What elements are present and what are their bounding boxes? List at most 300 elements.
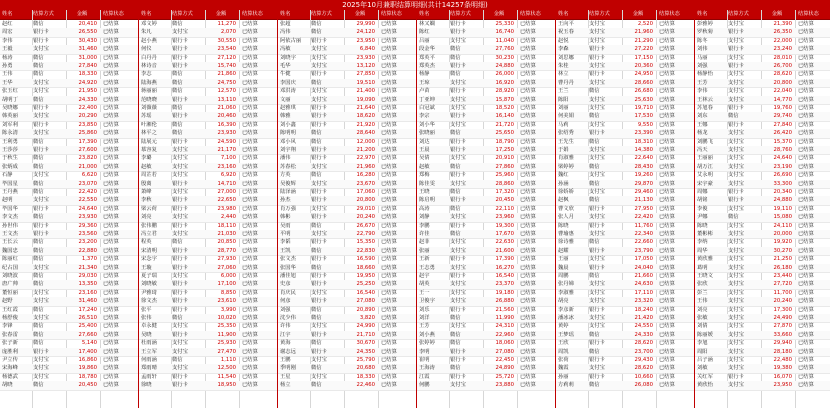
sheet-title: 2025年10月兼职结算明细(共计14257条明细) (342, 1, 488, 9)
cell-method: 银行卡 (589, 357, 605, 363)
cell-method: 支付宝 (450, 105, 466, 111)
cell-amount: 26,000 (495, 71, 514, 78)
cell-status: 已结算 (103, 340, 119, 347)
cell-amount: 17,240 (78, 306, 97, 313)
cell-method: 支付宝 (450, 79, 466, 86)
cell-method: 银行卡 (589, 306, 605, 313)
cell-name: 王鹏 (280, 357, 291, 363)
cell-amount: 26,880 (495, 298, 514, 305)
cell-method: 银行卡 (311, 197, 327, 204)
cell-status: 已结算 (520, 340, 536, 347)
cell-method: 支付宝 (311, 54, 327, 61)
cell-status: 已结算 (520, 205, 536, 212)
cell-amount: 16,140 (495, 113, 514, 120)
cell-name: 刘小燕 (419, 331, 435, 338)
table-row (417, 381, 555, 390)
cell-status: 已结算 (381, 79, 397, 86)
cell-status: 已结算 (520, 121, 536, 128)
cell-amount: 27,850 (356, 71, 375, 78)
cell-name: 宋念宇 (141, 256, 157, 263)
cell-amount: 14,710 (217, 180, 236, 187)
cell-method: 银行卡 (172, 256, 188, 263)
cell-method: 支付宝 (589, 37, 605, 44)
cell-status: 已结算 (520, 306, 536, 313)
cell-method: 支付宝 (728, 331, 744, 338)
cell-amount: 22,400 (78, 105, 97, 111)
cell-status: 已结算 (103, 273, 119, 279)
cell-name: 葛明 (697, 264, 708, 271)
cell-name: 王林云 (697, 96, 713, 103)
cell-method: 银行卡 (589, 222, 605, 229)
cell-amount: 24,310 (495, 323, 514, 330)
cell-method: 银行卡 (728, 189, 744, 195)
cell-amount: 6,620 (81, 172, 97, 179)
cell-status: 已结算 (659, 348, 675, 355)
cell-status: 已结算 (242, 340, 258, 347)
cell-method: 支付宝 (728, 205, 744, 212)
cell-method: 支付宝 (589, 315, 605, 321)
cell-name: 毕国华 (2, 205, 18, 212)
cell-status: 已结算 (103, 264, 119, 271)
cell-amount: 23,670 (356, 180, 375, 187)
cell-status: 已结算 (798, 79, 814, 86)
cell-status: 已结算 (103, 29, 119, 36)
cell-status: 已结算 (520, 289, 536, 296)
cell-status: 已结算 (798, 373, 814, 380)
cell-name: 郑雨晴 (141, 365, 157, 372)
header-status: 结算状态 (659, 11, 680, 17)
cell-status: 已结算 (242, 113, 258, 120)
cell-amount: 6,920 (220, 172, 236, 179)
cell-status: 已结算 (520, 105, 536, 111)
cell-amount: 24,640 (773, 155, 792, 162)
cell-name: 卢苗 (419, 88, 430, 95)
cell-status: 已结算 (103, 306, 119, 313)
cell-method: 支付宝 (172, 189, 188, 195)
cell-name: 孙丽 (558, 373, 569, 380)
cell-method: 微信 (311, 138, 322, 145)
cell-status: 已结算 (798, 231, 814, 237)
cell-name: 李旭 (697, 340, 708, 347)
cell-amount: 24,630 (634, 281, 653, 288)
cell-status: 已结算 (659, 54, 675, 61)
cell-amount: 29,990 (356, 21, 375, 27)
cell-name: 江宇 (280, 331, 291, 338)
cell-amount: 11,900 (217, 331, 236, 338)
cell-status: 已结算 (381, 138, 397, 145)
cell-amount: 23,960 (495, 214, 514, 221)
cell-method: 银行卡 (172, 113, 188, 120)
cell-amount: 29,360 (78, 222, 97, 229)
cell-name: 杨舒俊 (2, 315, 18, 321)
cell-amount: 16,280 (356, 172, 375, 179)
cell-name: 关红军 (697, 373, 713, 380)
cell-method: 支付宝 (728, 231, 744, 237)
header-method: 结算方式 (450, 11, 471, 17)
cell-method: 银行卡 (172, 205, 188, 212)
cell-method: 微信 (33, 340, 44, 347)
cell-amount: 13,350 (78, 281, 97, 288)
cell-amount: 15,080 (773, 214, 792, 221)
cell-status: 已结算 (659, 147, 675, 153)
cell-name: 董恒丽 (2, 289, 18, 296)
cell-amount: 22,660 (634, 239, 653, 246)
cell-status: 已结算 (242, 264, 258, 271)
cell-name: 李彦新 (558, 306, 574, 313)
cell-amount: 26,080 (634, 382, 653, 389)
cell-amount: 21,400 (356, 88, 375, 95)
cell-method: 微信 (172, 21, 183, 27)
cell-method: 微信 (589, 180, 600, 187)
cell-amount: 21,960 (356, 163, 375, 170)
cell-method: 银行卡 (589, 373, 605, 380)
cell-status: 已结算 (103, 71, 119, 78)
cell-status: 已结算 (798, 105, 814, 111)
cell-method: 支付宝 (728, 273, 744, 279)
cell-amount: 10,020 (217, 315, 236, 321)
cell-method: 支付宝 (450, 281, 466, 288)
cell-method: 微信 (450, 315, 461, 321)
cell-status: 已结算 (103, 79, 119, 86)
cell-method: 支付宝 (728, 298, 744, 305)
cell-status: 已结算 (103, 138, 119, 145)
cell-method: 银行卡 (311, 273, 327, 279)
cell-status: 已结算 (798, 113, 814, 120)
cell-status: 已结算 (381, 231, 397, 237)
cell-status: 已结算 (659, 79, 675, 86)
cell-method: 微信 (311, 130, 322, 137)
cell-status: 已结算 (381, 357, 397, 363)
cell-status: 已结算 (381, 63, 397, 69)
cell-status: 已结算 (103, 281, 119, 288)
cell-amount: 22,630 (495, 239, 514, 246)
cell-name: 张超 (280, 21, 291, 27)
cell-name: 陆展元 (141, 138, 157, 145)
cell-status: 已结算 (659, 130, 675, 137)
cell-status: 已结算 (381, 172, 397, 179)
cell-method: 支付宝 (589, 172, 605, 179)
cell-amount: 12,500 (217, 365, 236, 372)
cell-method: 支付宝 (728, 247, 744, 254)
cell-method: 支付宝 (589, 147, 605, 153)
cell-status: 已结算 (103, 357, 119, 363)
cell-name: 王娜 (697, 121, 708, 128)
cell-status: 已结算 (798, 189, 814, 195)
cell-method: 微信 (33, 306, 44, 313)
table-row (278, 381, 416, 390)
cell-method: 微信 (311, 306, 322, 313)
cell-method: 支付宝 (728, 357, 744, 363)
cell-amount: 24,110 (773, 222, 792, 229)
cell-amount: 29,460 (634, 189, 653, 195)
cell-amount: 22,970 (356, 155, 375, 162)
cell-name: 于秋生 (2, 155, 18, 162)
cell-status: 已结算 (381, 130, 397, 137)
cell-name: 刘晓敏 (141, 281, 157, 288)
cell-name: 王海涛 (419, 365, 435, 372)
cell-method: 银行卡 (311, 298, 327, 305)
cell-method: 支付宝 (33, 315, 49, 321)
cell-amount: 22,040 (773, 88, 792, 95)
cell-status: 已结算 (103, 172, 119, 179)
cell-method: 微信 (33, 323, 44, 330)
cell-name: 赵枫 (558, 197, 569, 204)
cell-name: 王红霞 (2, 306, 18, 313)
cell-name: 王向平 (558, 21, 574, 27)
cell-name: 王凯 (280, 247, 291, 254)
cell-name: 周芷若 (141, 172, 157, 179)
cell-name: 黄海 (280, 340, 291, 347)
cell-status: 已结算 (242, 147, 258, 153)
cell-name: 卓永健 (141, 323, 157, 330)
cell-name: 赵雅琪 (280, 105, 296, 111)
cell-amount: 23,950 (773, 382, 792, 389)
cell-status: 已结算 (659, 29, 675, 36)
cell-method: 支付宝 (311, 88, 327, 95)
cell-status: 已结算 (798, 289, 814, 296)
cell-method: 银行卡 (728, 121, 744, 128)
cell-method: 支付宝 (728, 163, 744, 170)
cell-method: 支付宝 (450, 214, 466, 221)
cell-method: 支付宝 (728, 54, 744, 61)
cell-name: 黄婷 (558, 323, 569, 330)
cell-method: 支付宝 (33, 113, 49, 120)
cell-amount: 24,490 (773, 315, 792, 321)
cell-status: 已结算 (381, 155, 397, 162)
cell-method: 银行卡 (172, 138, 188, 145)
cell-amount: 21,340 (78, 264, 97, 271)
cell-method: 支付宝 (589, 214, 605, 221)
cell-status: 已结算 (520, 172, 536, 179)
cell-status: 已结算 (381, 46, 397, 53)
cell-method: 支付宝 (311, 180, 327, 187)
cell-name: 沈少伟 (280, 315, 296, 321)
cell-method: 银行卡 (728, 373, 744, 380)
cell-amount: 26,550 (78, 29, 97, 36)
cell-status: 已结算 (659, 382, 675, 389)
cell-status: 已结算 (659, 247, 675, 254)
cell-name: 刘亮 (697, 306, 708, 313)
cell-amount: 22,640 (634, 155, 653, 162)
cell-name: 魏红 (558, 172, 569, 179)
cell-name: 孙涵 (558, 180, 569, 187)
cell-method: 微信 (728, 214, 739, 221)
cell-amount: 24,950 (634, 71, 653, 78)
cell-amount: 21,030 (217, 231, 236, 237)
cell-amount: 20,410 (78, 21, 97, 27)
cell-amount: 30,550 (217, 37, 236, 44)
cell-status: 已结算 (381, 88, 397, 95)
cell-amount: 20,450 (78, 382, 97, 389)
cell-name: 林立 (558, 71, 569, 78)
cell-amount: 23,930 (356, 54, 375, 61)
cell-status: 已结算 (242, 306, 258, 313)
cell-amount: 19,950 (356, 273, 375, 279)
cell-method: 支付宝 (589, 155, 605, 162)
cell-status: 已结算 (103, 239, 119, 246)
cell-name: 冯天 (697, 147, 708, 153)
cell-status: 已结算 (381, 239, 397, 246)
cell-method: 支付宝 (311, 231, 327, 237)
cell-method: 支付宝 (311, 96, 327, 103)
cell-status: 已结算 (103, 348, 119, 355)
table-header (139, 10, 277, 20)
cell-name: 阿依古丽 (280, 37, 302, 44)
cell-method: 银行卡 (172, 373, 188, 380)
cell-status: 已结算 (103, 323, 119, 330)
cell-status: 已结算 (103, 105, 119, 111)
cell-status: 已结算 (381, 298, 397, 305)
cell-method: 银行卡 (172, 281, 188, 288)
cell-method: 支付宝 (589, 189, 605, 195)
cell-method: 银行卡 (450, 88, 466, 95)
table-header (278, 10, 416, 20)
cell-name: 刘伟 (697, 46, 708, 53)
cell-amount: 21,060 (217, 105, 236, 111)
cell-method: 支付宝 (728, 79, 744, 86)
cell-method: 支付宝 (728, 256, 744, 263)
cell-name: 张婷婷 (419, 340, 435, 347)
cell-status: 已结算 (798, 273, 814, 279)
cell-name: 陈明明 (280, 130, 296, 137)
cell-method: 微信 (33, 138, 44, 145)
cell-amount: 16,590 (356, 256, 375, 263)
cell-status: 已结算 (242, 331, 258, 338)
cell-method: 银行卡 (33, 231, 49, 237)
cell-amount: 28,920 (495, 88, 514, 95)
cell-amount: 29,740 (773, 113, 792, 120)
table-header (417, 10, 555, 20)
cell-method: 银行卡 (311, 189, 327, 195)
header-status: 结算状态 (103, 11, 124, 17)
cell-method: 支付宝 (172, 172, 188, 179)
cell-name: 徐晓 (141, 382, 152, 389)
cell-amount: 14,380 (634, 147, 653, 153)
cell-amount: 22,880 (78, 247, 97, 254)
cell-method: 银行卡 (728, 105, 744, 111)
cell-method: 支付宝 (589, 323, 605, 330)
cell-name: 张伟 (141, 315, 152, 321)
cell-status: 已结算 (798, 365, 814, 372)
cell-name: 张春雷 (2, 331, 18, 338)
cell-amount: 21,960 (634, 29, 653, 36)
cell-name: 李文杰 (2, 214, 18, 221)
cell-status: 已结算 (798, 323, 814, 330)
cell-method: 支付宝 (728, 222, 744, 229)
cell-amount: 28,620 (634, 365, 653, 372)
cell-name: 王文杰 (2, 231, 18, 237)
cell-amount: 17,060 (356, 189, 375, 195)
cell-amount: 30,230 (495, 54, 514, 61)
cell-status: 已结算 (381, 382, 397, 389)
cell-method: 微信 (589, 88, 600, 95)
cell-name: 宋海峰 (2, 365, 18, 372)
cell-name: 文丽 (280, 96, 291, 103)
cell-method: 支付宝 (33, 88, 49, 95)
cell-method: 微信 (311, 79, 322, 86)
cell-status: 已结算 (520, 315, 536, 321)
cell-method: 银行卡 (172, 37, 188, 44)
cell-status: 已结算 (798, 63, 814, 69)
cell-status: 已结算 (520, 197, 536, 204)
cell-status: 已结算 (520, 273, 536, 279)
cell-amount: 18,110 (217, 222, 236, 229)
cell-status: 已结算 (242, 348, 258, 355)
cell-name: 慕容复 (141, 147, 157, 153)
cell-name: 张敏 (697, 315, 708, 321)
cell-method: 银行卡 (172, 197, 188, 204)
cell-amount: 27,470 (217, 348, 236, 355)
cell-amount: 23,540 (217, 46, 236, 53)
cell-method: 银行卡 (450, 63, 466, 69)
cell-method: 支付宝 (450, 289, 466, 296)
cell-method: 微信 (33, 63, 44, 69)
cell-amount: 21,640 (356, 105, 375, 111)
cell-name: 陈丽媛 (697, 331, 713, 338)
cell-status: 已结算 (381, 54, 397, 61)
cell-name: 王晓 (419, 189, 430, 195)
cell-method: 支付宝 (728, 130, 744, 137)
cell-name: 吴俊辉 (280, 180, 296, 187)
cell-amount: 28,760 (773, 147, 792, 153)
cell-status: 已结算 (381, 105, 397, 111)
cell-status: 已结算 (103, 289, 119, 296)
cell-amount: 1,370 (81, 256, 97, 263)
cell-method: 银行卡 (450, 222, 466, 229)
cell-amount: 28,010 (773, 54, 792, 61)
cell-amount: 17,110 (634, 289, 653, 296)
cell-name: 王丽丽 (697, 155, 713, 162)
header-method: 结算方式 (172, 11, 193, 17)
cell-status: 已结算 (659, 197, 675, 204)
cell-name: 刘敏 (697, 365, 708, 372)
cell-name: 冯伟 (280, 29, 291, 36)
cell-method: 支付宝 (589, 256, 605, 263)
cell-amount: 23,070 (78, 180, 97, 187)
cell-amount: 9,550 (637, 121, 653, 128)
cell-name: 张欣 (697, 281, 708, 288)
cell-name: 陈晓 (558, 222, 569, 229)
cell-status: 已结算 (520, 222, 536, 229)
cell-status: 已结算 (520, 180, 536, 187)
cell-amount: 18,330 (78, 71, 97, 78)
cell-method: 微信 (311, 247, 322, 254)
cell-name: 张平 (141, 306, 152, 313)
cell-name: 冯敏 (280, 46, 291, 53)
cell-status: 已结算 (659, 222, 675, 229)
cell-amount: 20,360 (634, 63, 653, 69)
cell-amount: 21,130 (634, 197, 653, 204)
cell-amount: 30,670 (356, 340, 375, 347)
cell-name: 曹瑜惠 (558, 231, 574, 237)
cell-method: 微信 (33, 21, 44, 27)
cell-status: 已结算 (798, 180, 814, 187)
cell-amount: 23,160 (217, 163, 236, 170)
header-method: 结算方式 (589, 11, 610, 17)
cell-method: 微信 (589, 273, 600, 279)
cell-name: 赵宇 (419, 273, 430, 279)
cell-status: 已结算 (659, 113, 675, 120)
cell-status: 已结算 (103, 88, 119, 95)
cell-amount: 19,260 (634, 172, 653, 179)
cell-amount: 18,780 (78, 373, 97, 380)
cell-name: 林诗音 (141, 63, 157, 69)
cell-name: 李璐 (141, 155, 152, 162)
cell-name: 方英 (280, 172, 291, 179)
cell-status: 已结算 (798, 281, 814, 288)
cell-status: 已结算 (659, 357, 675, 363)
cell-amount: 1,110 (220, 357, 236, 363)
